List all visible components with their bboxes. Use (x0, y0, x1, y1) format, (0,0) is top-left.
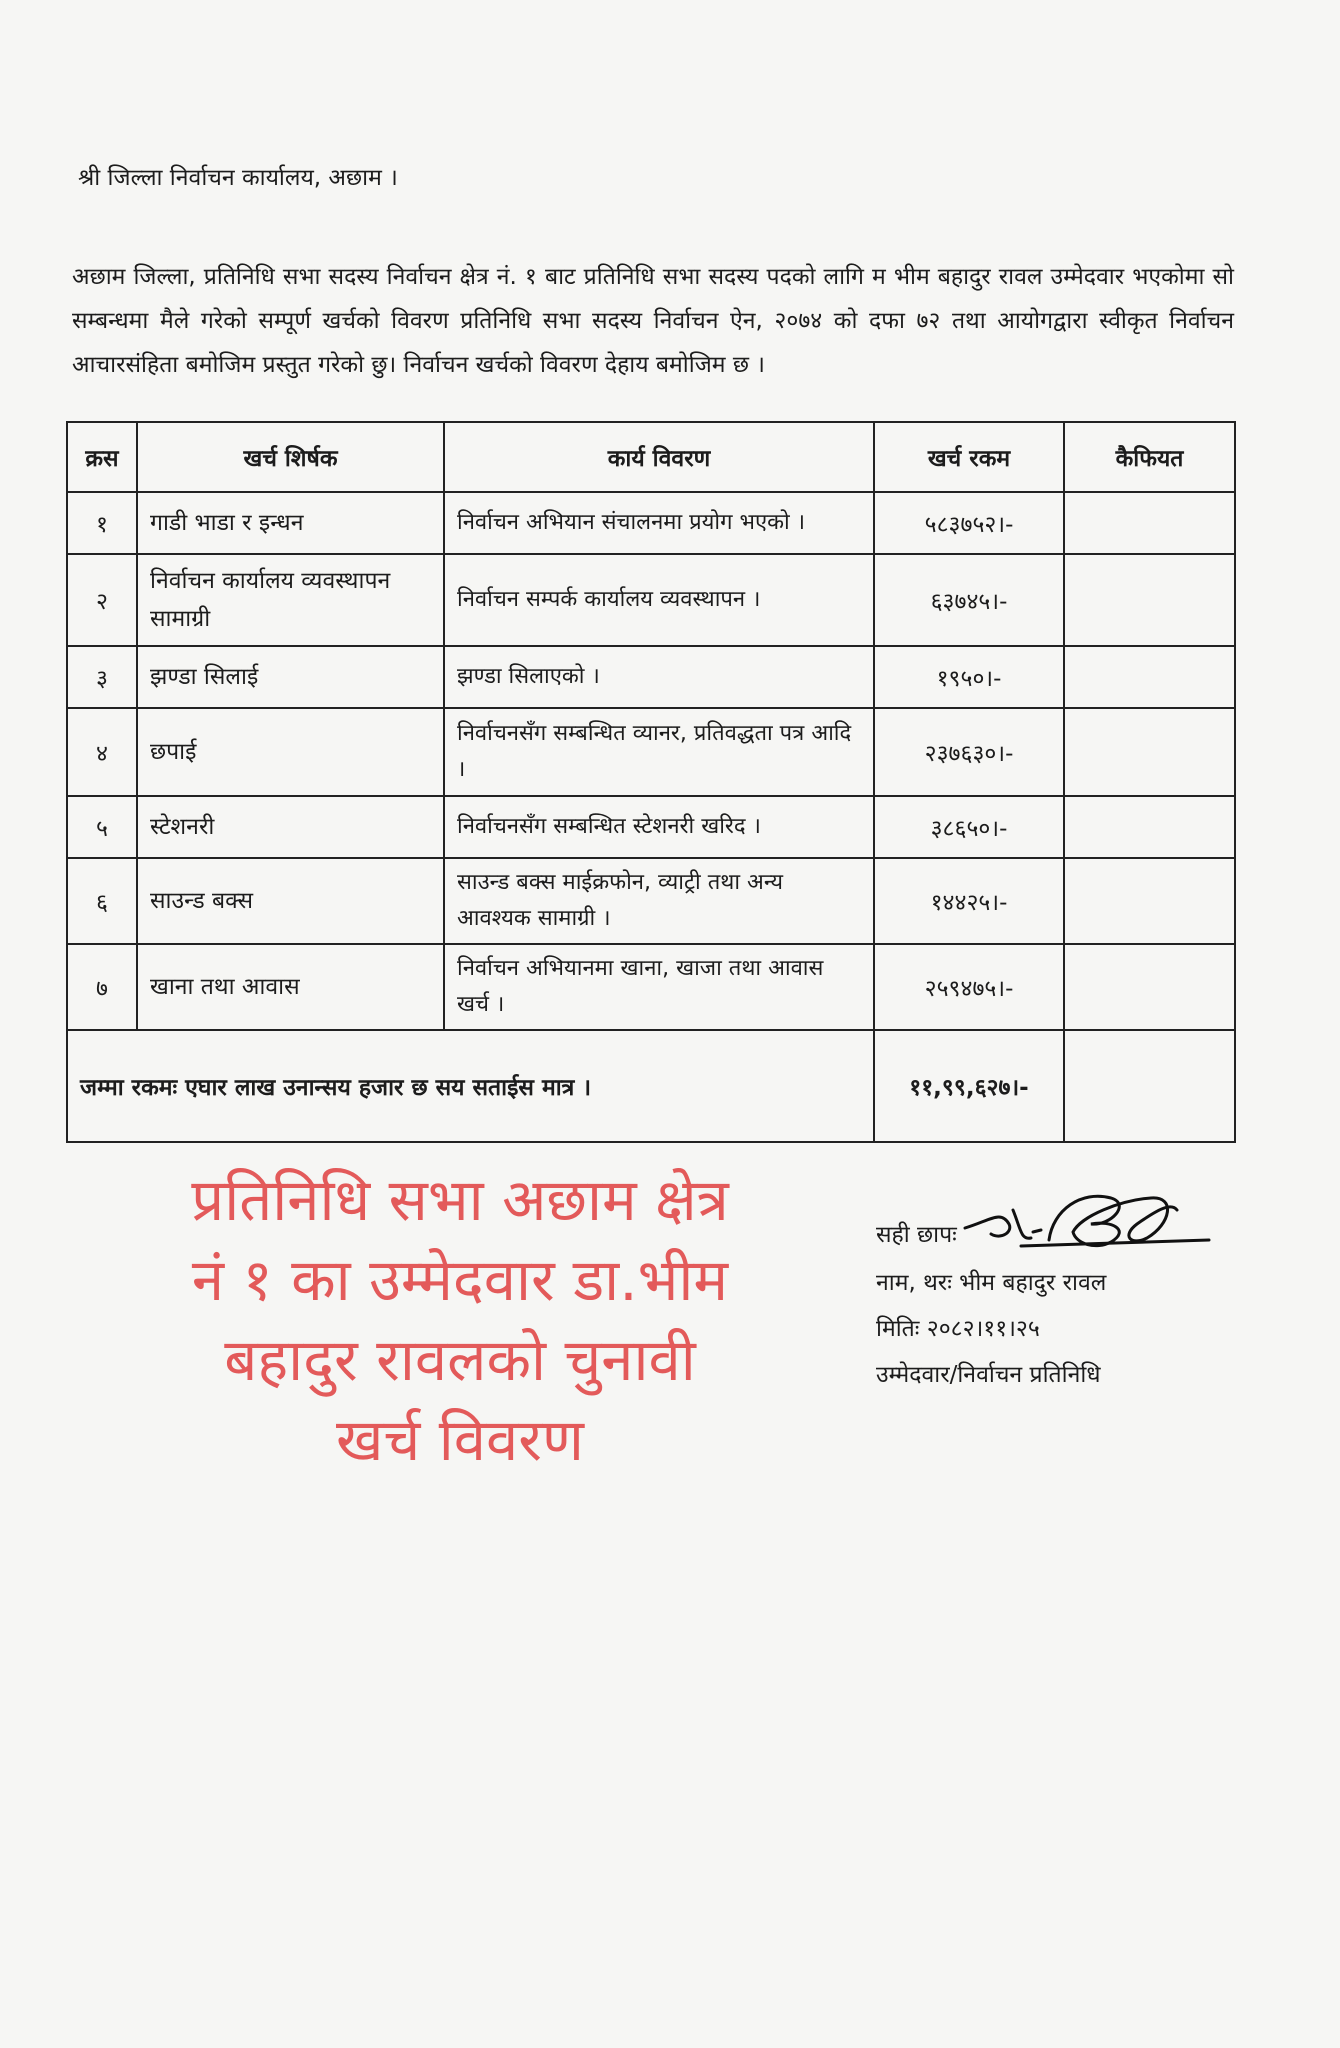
row-remarks (1064, 944, 1235, 1030)
row-description: निर्वाचन सम्पर्क कार्यालय व्यवस्थापन । (444, 554, 874, 646)
total-label: जम्मा रकमः एघार लाख उनान्सय हजार छ सय सताईस मात्र । (67, 1030, 874, 1142)
table-row (67, 944, 1235, 1030)
row-expense-head: खाना तथा आवास (137, 944, 444, 1030)
table-row (67, 858, 1235, 944)
header-amount: खर्च रकम (874, 422, 1064, 492)
overlay-line: प्रतिनिधि सभा अछाम क्षेत्र (191, 1166, 729, 1234)
handwritten-signature (961, 1180, 1211, 1260)
row-amount: १९५०।- (874, 646, 1064, 708)
row-description: साउन्ड बक्स माईक्रफोन, व्याट्री तथा अन्य आवश्यक सामाग्री । (444, 858, 874, 944)
row-description: निर्वाचन अभियानमा खाना, खाजा तथा आवास खर्च । (444, 944, 874, 1030)
overlay-line: नं १ का उम्मेदवार डा.भीम (191, 1246, 729, 1314)
row-sn: २ (67, 554, 137, 646)
row-amount: ५८३७५२।- (874, 492, 1064, 554)
row-description: निर्वाचन अभियान संचालनमा प्रयोग भएको । (444, 492, 874, 554)
total-remarks (1064, 1030, 1235, 1142)
row-description: निर्वाचनसँग सम्बन्धित स्टेशनरी खरिद । (444, 796, 874, 858)
table-row (67, 708, 1235, 796)
row-expense-head: झण्डा सिलाई (137, 646, 444, 708)
header-remarks: कैफियत (1064, 422, 1235, 492)
row-amount: ३८६५०।- (874, 796, 1064, 858)
row-remarks (1064, 858, 1235, 944)
table-row (67, 554, 1235, 646)
sign-label: सही छापः (876, 1222, 957, 1248)
row-expense-head: साउन्ड बक्स (137, 858, 444, 944)
total-row (67, 1030, 1235, 1142)
row-expense-head: छपाई (137, 708, 444, 796)
row-amount: २५९४७५।- (874, 944, 1064, 1030)
row-description: निर्वाचनसँग सम्बन्धित व्यानर, प्रतिवद्धता पत्र आदि । (444, 708, 874, 796)
table-header-row (67, 422, 1235, 492)
row-remarks (1064, 708, 1235, 796)
row-remarks (1064, 492, 1235, 554)
row-amount: ६३७४५।- (874, 554, 1064, 646)
expense-table (66, 421, 1236, 1143)
sign-row (876, 1210, 1256, 1260)
row-remarks (1064, 554, 1235, 646)
signature-date: मितिः २०८२।११।२५ (876, 1316, 1040, 1342)
row-expense-head: निर्वाचन कार्यालय व्यवस्थापन सामाग्री (137, 554, 444, 646)
signature-block (876, 1210, 1256, 1398)
total-amount: ११,९९,६२७।- (874, 1030, 1064, 1142)
row-sn: ५ (67, 796, 137, 858)
row-sn: ७ (67, 944, 137, 1030)
row-sn: ४ (67, 708, 137, 796)
header-description: कार्य विवरण (444, 422, 874, 492)
table-row (67, 796, 1235, 858)
row-remarks (1064, 796, 1235, 858)
overlay-line: खर्च विवरण (336, 1406, 584, 1474)
row-sn: ६ (67, 858, 137, 944)
header-sn: क्रस (67, 422, 137, 492)
row-amount: २३७६३०।- (874, 708, 1064, 796)
table-row (67, 492, 1235, 554)
row-description: झण्डा सिलाएको । (444, 646, 874, 708)
row-amount: १४४२५।- (874, 858, 1064, 944)
table-row (67, 646, 1235, 708)
news-overlay-caption (120, 1160, 800, 1480)
row-sn: १ (67, 492, 137, 554)
intro-paragraph: अछाम जिल्ला, प्रतिनिधि सभा सदस्य निर्वाचन क्षेत्र नं. १ बाट प्रतिनिधि सभा सदस्य पदको लागि म भीम बहादुर रावल उम्मेदवार भएकोमा सो सम्बन्धमा मैले गरेको सम्पूर्ण खर्चको विवरण प्रतिनिधि सभा सदस्य निर्वाचन ऐन, २०७४ को दफा ७२ तथा आयोगद्वारा स्वीकृत निर्वाचन आचारसंहिता बमोजिम प्रस्तुत गरेको छु। निर्वाचन खर्चको विवरण देहाय बमोजिम छ । (72, 264, 1234, 378)
row-remarks (1064, 646, 1235, 708)
addressee-line: श्री जिल्ला निर्वाचन कार्यालय, अछाम । (78, 165, 398, 191)
overlay-line: बहादुर रावलको चुनावी (224, 1326, 696, 1394)
row-expense-head: गाडी भाडा र इन्धन (137, 492, 444, 554)
signer-role: उम्मेदवार/निर्वाचन प्रतिनिधि (876, 1362, 1101, 1388)
header-expense-head: खर्च शिर्षक (137, 422, 444, 492)
row-sn: ३ (67, 646, 137, 708)
row-expense-head: स्टेशनरी (137, 796, 444, 858)
signer-name: नाम, थरः भीम बहादुर रावल (876, 1270, 1107, 1296)
